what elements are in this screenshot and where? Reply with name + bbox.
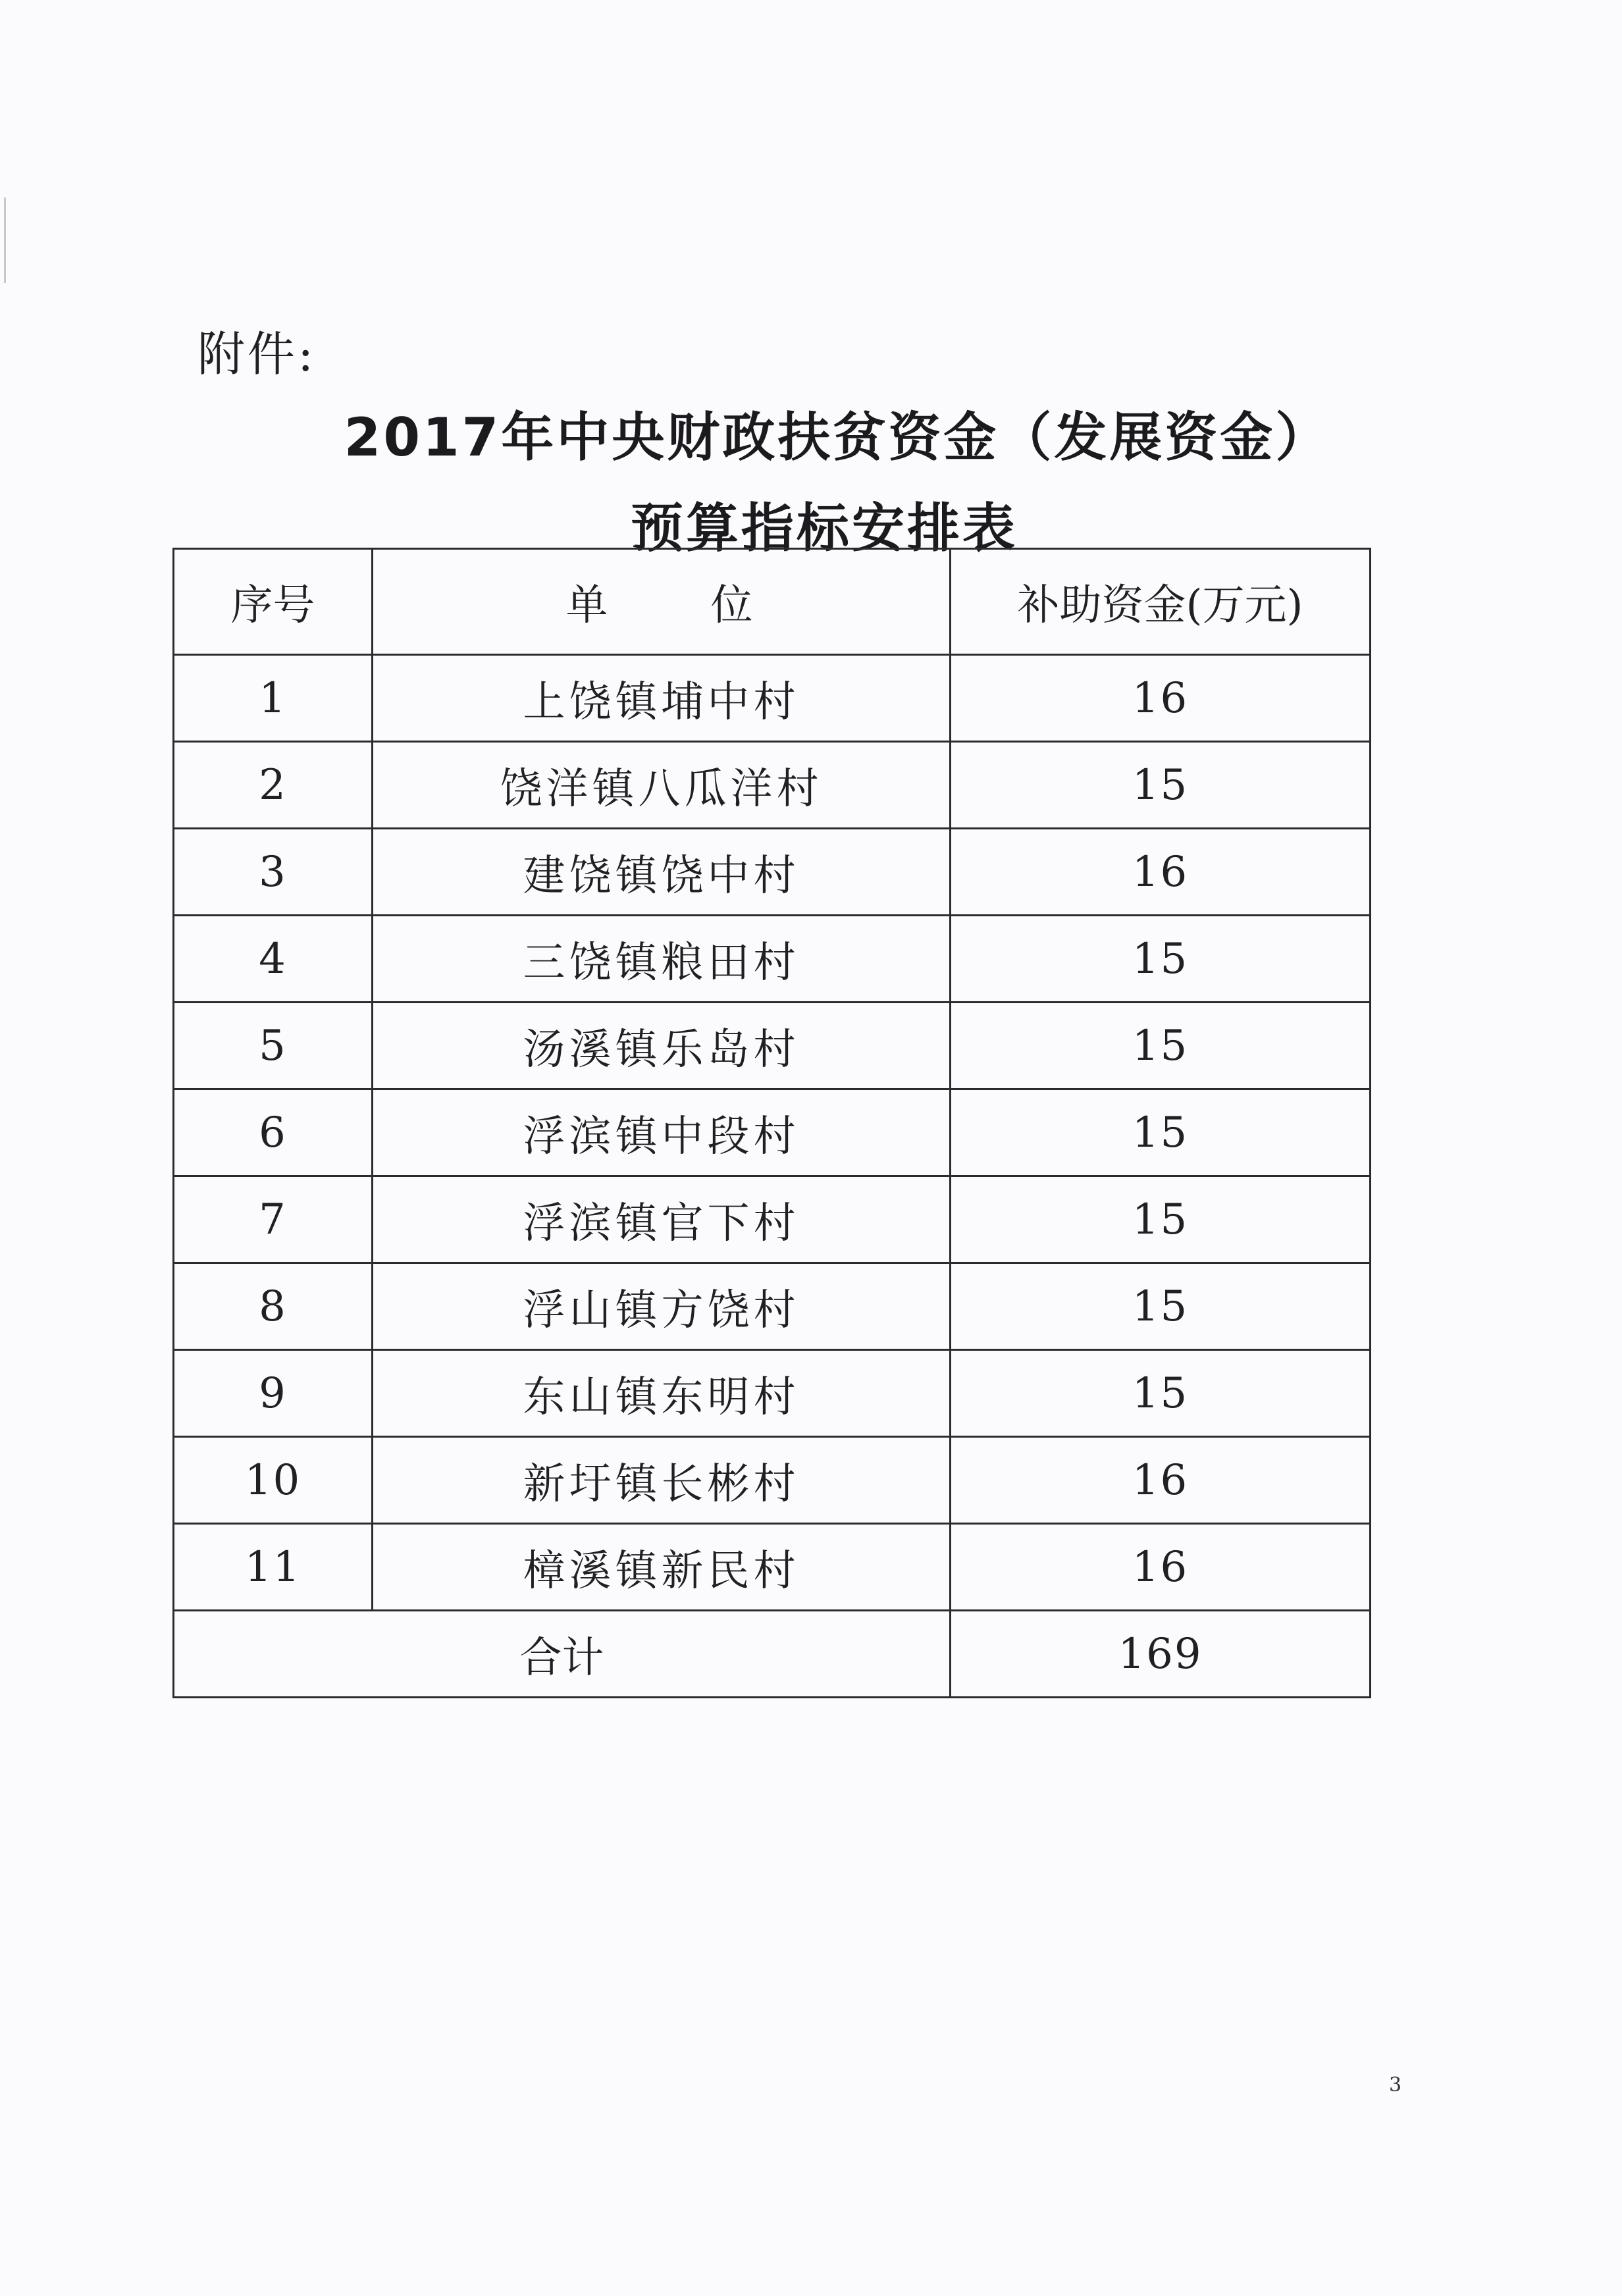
row-unit: 上饶镇埔中村 (373, 655, 951, 742)
table-row (174, 655, 1371, 742)
row-amount: 15 (951, 1003, 1371, 1089)
row-serial-number: 8 (174, 1263, 373, 1350)
row-unit: 新圩镇长彬村 (373, 1437, 951, 1524)
row-serial-number: 4 (174, 916, 373, 1003)
document-subtitle: 预算指标安排表 (631, 498, 1018, 559)
table-row (174, 1089, 1371, 1176)
row-serial-number: 7 (174, 1176, 373, 1263)
header-amount: 补助资金(万元) (951, 549, 1371, 655)
row-amount: 15 (951, 742, 1371, 829)
row-amount: 16 (951, 829, 1371, 916)
row-amount: 16 (951, 1437, 1371, 1524)
row-unit: 樟溪镇新民村 (373, 1524, 951, 1611)
row-amount: 15 (951, 1263, 1371, 1350)
row-serial-number: 10 (174, 1437, 373, 1524)
table-row (174, 916, 1371, 1003)
budget-table (172, 548, 1371, 1698)
row-unit: 东山镇东明村 (373, 1350, 951, 1437)
total-amount: 169 (951, 1611, 1371, 1698)
table-total-row (174, 1611, 1371, 1698)
table-row (174, 1437, 1371, 1524)
row-unit: 浮滨镇中段村 (373, 1089, 951, 1176)
total-label: 合计 (174, 1611, 951, 1698)
page-number: 3 (1389, 2074, 1402, 2097)
row-amount: 15 (951, 1089, 1371, 1176)
row-amount: 15 (951, 916, 1371, 1003)
row-unit: 三饶镇粮田村 (373, 916, 951, 1003)
table-row (174, 1003, 1371, 1089)
row-unit: 饶洋镇八瓜洋村 (373, 742, 951, 829)
table-row (174, 1176, 1371, 1263)
table-row (174, 742, 1371, 829)
row-unit: 建饶镇饶中村 (373, 829, 951, 916)
row-unit: 浮滨镇官下村 (373, 1176, 951, 1263)
header-unit (373, 549, 951, 655)
table-row (174, 829, 1371, 916)
row-unit: 浮山镇方饶村 (373, 1263, 951, 1350)
row-amount: 16 (951, 655, 1371, 742)
row-serial-number: 6 (174, 1089, 373, 1176)
row-serial-number: 9 (174, 1350, 373, 1437)
document-title: 2017年中央财政扶贫资金（发展资金） (344, 407, 1331, 468)
table-row (174, 1263, 1371, 1350)
header-unit-part1: 单 (565, 581, 612, 630)
scan-edge-mark (4, 197, 6, 283)
row-serial-number: 11 (174, 1524, 373, 1611)
row-serial-number: 2 (174, 742, 373, 829)
header-serial-number: 序号 (174, 549, 373, 655)
attachment-label: 附件: (197, 326, 317, 382)
table-row (174, 1524, 1371, 1611)
header-unit-part2: 位 (710, 581, 757, 630)
row-amount: 15 (951, 1350, 1371, 1437)
row-serial-number: 5 (174, 1003, 373, 1089)
table-header-row (174, 549, 1371, 655)
row-unit: 汤溪镇乐岛村 (373, 1003, 951, 1089)
row-amount: 15 (951, 1176, 1371, 1263)
row-serial-number: 1 (174, 655, 373, 742)
row-serial-number: 3 (174, 829, 373, 916)
table-row (174, 1350, 1371, 1437)
row-amount: 16 (951, 1524, 1371, 1611)
